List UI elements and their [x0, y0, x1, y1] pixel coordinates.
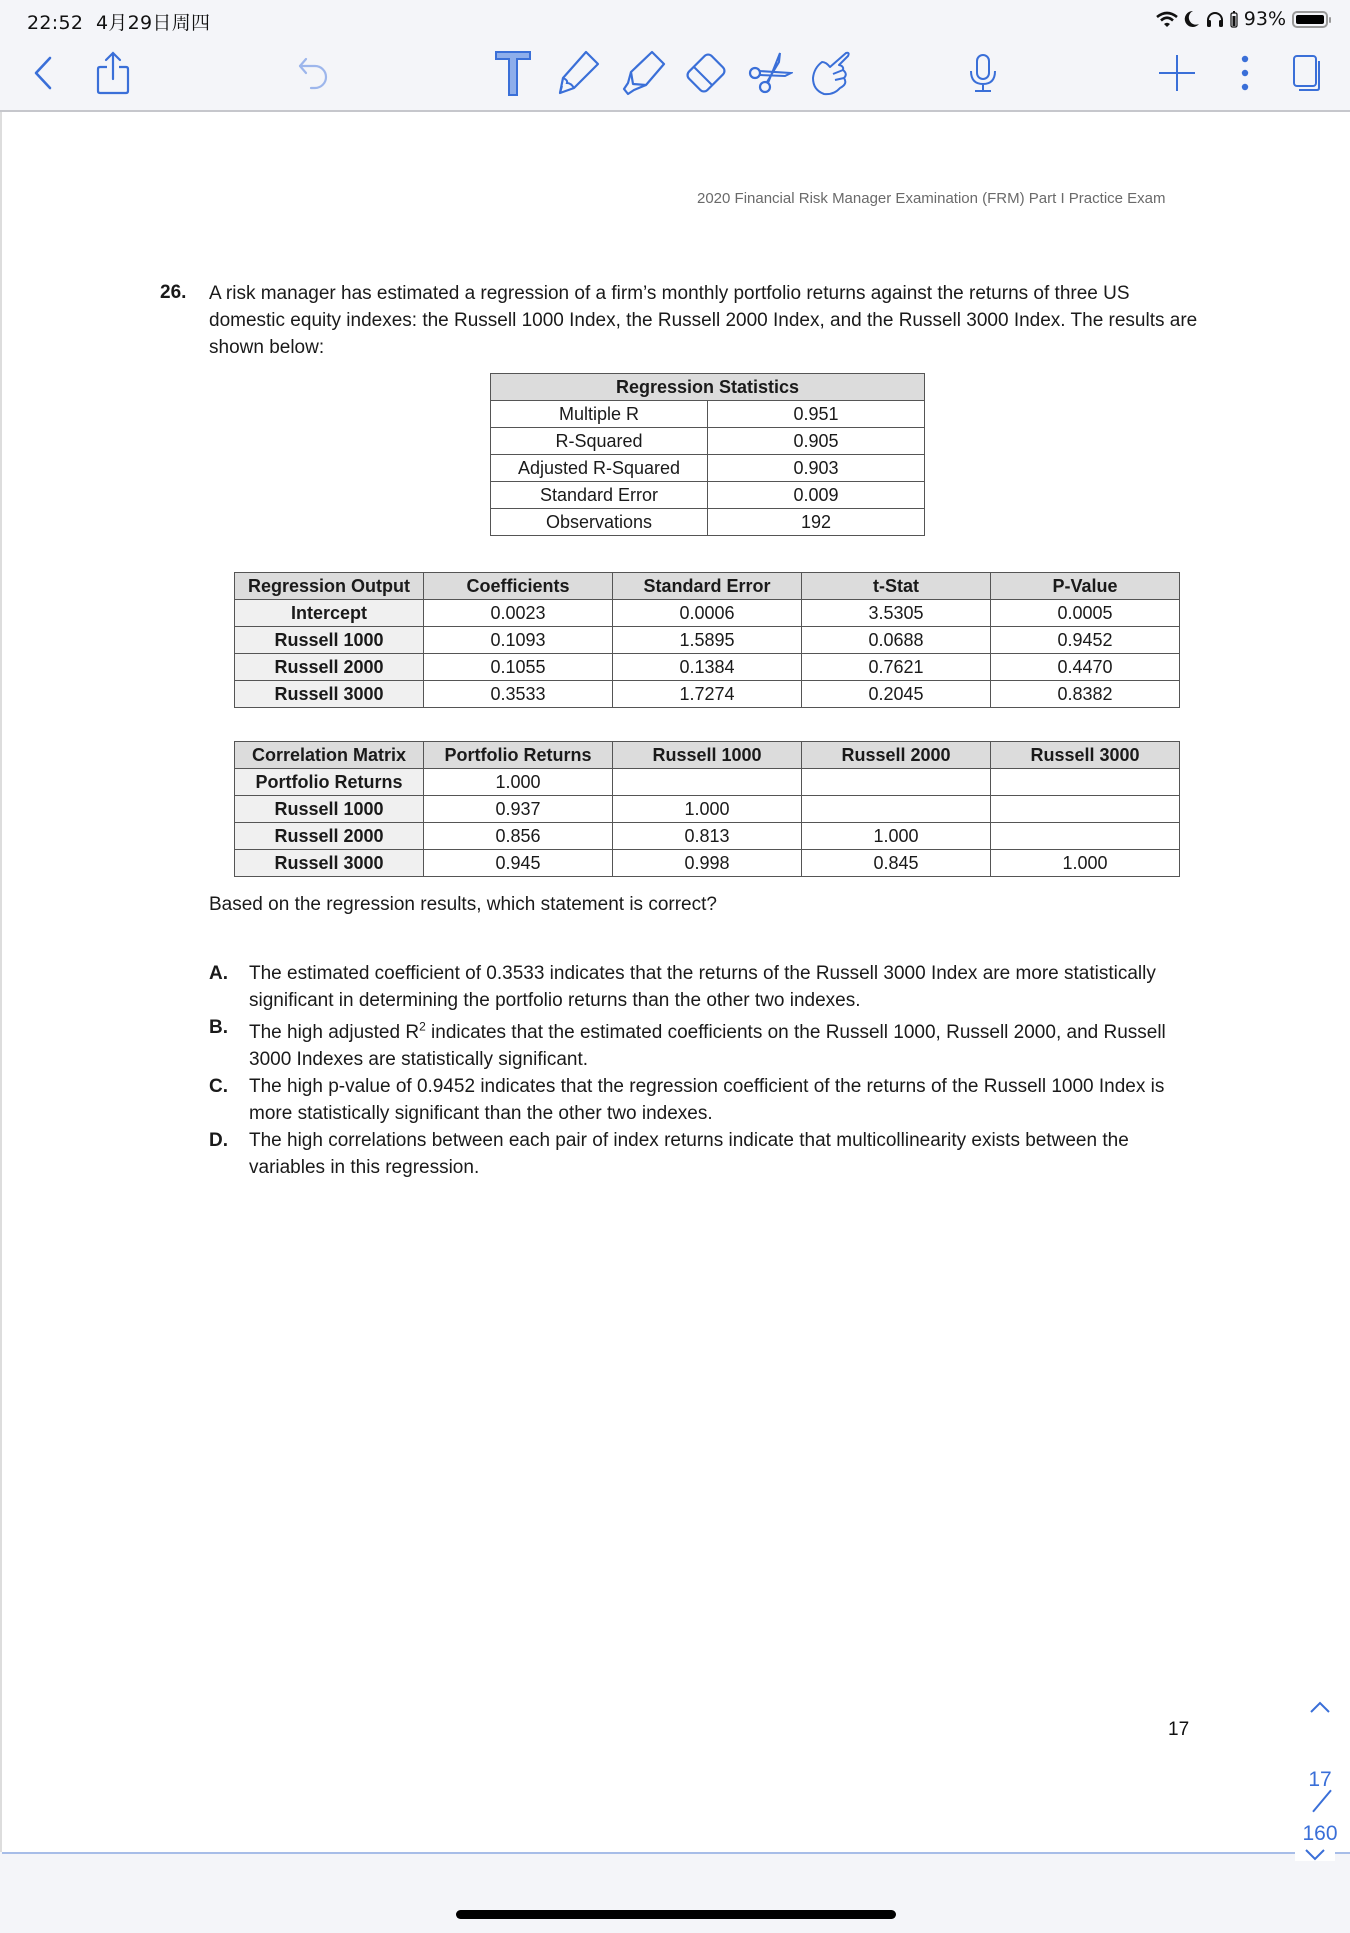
toolbar	[0, 42, 1350, 112]
row-header: Russell 3000	[235, 681, 424, 708]
table-row	[491, 509, 925, 536]
regression-output-table	[234, 572, 1180, 708]
pager-divider	[1312, 1790, 1332, 1813]
option-text: The high adjusted $R^2$ indicates that the estimated coefficients on the Russell 1000, Russell 2000, and Russell 3000 Indexes are statistically significant.	[249, 1020, 1166, 1071]
eraser-tool-button[interactable]	[683, 50, 729, 96]
table-cell: 0.3533	[424, 681, 613, 708]
stat-value: 0.951	[708, 401, 925, 428]
table-row	[235, 796, 1180, 823]
table-cell: 1.000	[424, 769, 613, 796]
correlation-matrix-table	[234, 741, 1180, 877]
row-header: Russell 1000	[235, 796, 424, 823]
table-cell: 0.845	[802, 850, 991, 877]
microphone-button[interactable]	[960, 50, 1006, 96]
text-tool-button[interactable]	[490, 50, 536, 96]
status-bar	[0, 0, 1350, 42]
table-cell: 3.5305	[802, 600, 991, 627]
status-indicators	[1156, 8, 1328, 30]
option-letter: B.	[209, 1017, 228, 1038]
table-cell: 1.000	[802, 823, 991, 850]
undo-icon	[297, 56, 329, 90]
more-button[interactable]	[1222, 50, 1268, 96]
table-cell: 0.856	[424, 823, 613, 850]
stat-value: 0.905	[708, 428, 925, 455]
column-header: Coefficients	[424, 573, 613, 600]
table-cell	[802, 769, 991, 796]
hand-tool-icon	[808, 50, 854, 96]
option-text: The high correlations between each pair of index returns indicate that multicollinearity exists between the variables in this regression.	[249, 1130, 1129, 1179]
row-header: Russell 2000	[235, 654, 424, 681]
question-number: 26.	[160, 282, 187, 303]
page-divider	[2, 1852, 1350, 1854]
table-row	[235, 627, 1180, 654]
column-header: Russell 1000	[613, 742, 802, 769]
table-row	[235, 850, 1180, 877]
pages-button[interactable]	[1284, 50, 1330, 96]
table-row	[235, 823, 1180, 850]
column-header: Russell 2000	[802, 742, 991, 769]
table-cell: 0.1093	[424, 627, 613, 654]
wifi-icon	[1156, 11, 1178, 27]
table-cell: 0.945	[424, 850, 613, 877]
option-letter: A.	[209, 963, 228, 984]
table-cell: 0.1055	[424, 654, 613, 681]
table-row	[235, 769, 1180, 796]
answer-option-c	[209, 1073, 1209, 1127]
option-letter: C.	[209, 1076, 228, 1098]
headphones-battery-icon	[1230, 10, 1238, 28]
table-cell: 0.937	[424, 796, 613, 823]
option-text: The high p-value of 0.9452 indicates that the regression coefficient of the returns of the Russell 1000 Index is more statistically significant than the other two indexes.	[249, 1076, 1165, 1125]
answer-options	[209, 960, 1209, 1181]
table-cell	[802, 796, 991, 823]
scissors-tool-icon	[747, 50, 793, 96]
next-page-button[interactable]	[1295, 1845, 1335, 1861]
table-cell: 0.9452	[991, 627, 1180, 654]
text-tool-icon	[495, 50, 531, 96]
share-icon	[96, 51, 130, 95]
table-row	[235, 654, 1180, 681]
column-header: t-Stat	[802, 573, 991, 600]
question-prompt: Based on the regression results, which statement is correct?	[209, 894, 717, 915]
column-header: Russell 3000	[991, 742, 1180, 769]
add-page-button[interactable]	[1154, 50, 1200, 96]
highlighter-tool-icon	[620, 50, 666, 96]
eraser-tool-icon	[683, 50, 729, 96]
table-row	[491, 455, 925, 482]
table-title: Regression Statistics	[491, 374, 925, 401]
total-pages: 160	[1302, 1822, 1338, 1845]
regression-statistics-table	[490, 373, 925, 536]
stat-label: Observations	[491, 509, 708, 536]
row-header: Russell 3000	[235, 850, 424, 877]
column-header: P-Value	[991, 573, 1180, 600]
table-cell	[991, 823, 1180, 850]
table-cell: 1.000	[991, 850, 1180, 877]
pen-tool-button[interactable]	[554, 50, 600, 96]
table-cell: 1.7274	[613, 681, 802, 708]
pen-tool-icon	[554, 50, 600, 96]
back-button[interactable]	[20, 50, 66, 96]
table-cell: 0.7621	[802, 654, 991, 681]
table-cell	[991, 769, 1180, 796]
question-text: A risk manager has estimated a regression of a firm’s monthly portfolio returns against the returns of three US domestic equity indexes: the Russell 1000 Index, the Russell 2000 Index, and the Russell 3000 Index. The results are shown below:	[209, 283, 1198, 358]
option-text: The estimated coefficient of 0.3533 indicates that the returns of the Russell 3000 Index are more statistically significant in determining the portfolio returns than the other two indexes.	[249, 963, 1156, 1011]
home-indicator[interactable]	[456, 1910, 896, 1919]
table-cell	[613, 769, 802, 796]
undo-button[interactable]	[290, 50, 336, 96]
row-header: Intercept	[235, 600, 424, 627]
table-cell: 0.1384	[613, 654, 802, 681]
table-cell: 0.813	[613, 823, 802, 850]
table-cell: 1.5895	[613, 627, 802, 654]
answer-option-d	[209, 1127, 1209, 1181]
table-cell: 1.000	[613, 796, 802, 823]
row-header: Russell 2000	[235, 823, 424, 850]
row-header: Russell 1000	[235, 627, 424, 654]
scissors-tool-button[interactable]	[747, 50, 793, 96]
stat-value: 0.009	[708, 482, 925, 509]
table-cell: 0.8382	[991, 681, 1180, 708]
pages-icon	[1292, 54, 1322, 92]
highlighter-tool-button[interactable]	[620, 50, 666, 96]
table-cell: 0.2045	[802, 681, 991, 708]
option-letter: D.	[209, 1130, 228, 1152]
table-cell: 0.0006	[613, 600, 802, 627]
status-time: 22:52 4月29日周四	[27, 12, 211, 34]
column-header: Regression Output	[235, 573, 424, 600]
stat-label: Standard Error	[491, 482, 708, 509]
stat-value: 192	[708, 509, 925, 536]
hand-tool-button[interactable]	[808, 50, 854, 96]
battery-icon	[1292, 11, 1328, 28]
answer-option-a	[209, 960, 1209, 1014]
previous-page-icon[interactable]	[1309, 1700, 1331, 1714]
document-header: 2020 Financial Risk Manager Examination (FRM) Part I Practice Exam	[697, 190, 1166, 207]
table-row	[491, 401, 925, 428]
table-header-row	[235, 573, 1180, 600]
moon-icon	[1184, 10, 1200, 28]
table-cell: 0.998	[613, 850, 802, 877]
microphone-icon	[968, 53, 998, 93]
table-header-row	[235, 742, 1180, 769]
stat-label: R-Squared	[491, 428, 708, 455]
row-header: Portfolio Returns	[235, 769, 424, 796]
table-cell: 0.0005	[991, 600, 1180, 627]
add-page-icon	[1157, 53, 1197, 93]
column-header: Portfolio Returns	[424, 742, 613, 769]
table-row	[235, 600, 1180, 627]
table-cell: 0.4470	[991, 654, 1180, 681]
stat-label: Adjusted R-Squared	[491, 455, 708, 482]
stat-value: 0.903	[708, 455, 925, 482]
battery-percent: 93%	[1243, 8, 1286, 30]
share-button[interactable]	[90, 50, 136, 96]
table-cell	[991, 796, 1180, 823]
current-page[interactable]: 17	[1308, 1768, 1332, 1791]
column-header: Correlation Matrix	[235, 742, 424, 769]
more-icon	[1239, 55, 1251, 91]
next-page-icon	[1304, 1848, 1326, 1862]
back-icon	[32, 56, 54, 90]
page-number: 17	[1168, 1719, 1190, 1740]
column-header: Standard Error	[613, 573, 802, 600]
headphones-icon	[1206, 11, 1224, 27]
stat-label: Multiple R	[491, 401, 708, 428]
table-row	[491, 428, 925, 455]
table-row	[491, 482, 925, 509]
document-page	[0, 112, 1350, 1852]
table-row	[235, 681, 1180, 708]
answer-option-b	[209, 1014, 1209, 1073]
table-cell: 0.0023	[424, 600, 613, 627]
table-cell: 0.0688	[802, 627, 991, 654]
